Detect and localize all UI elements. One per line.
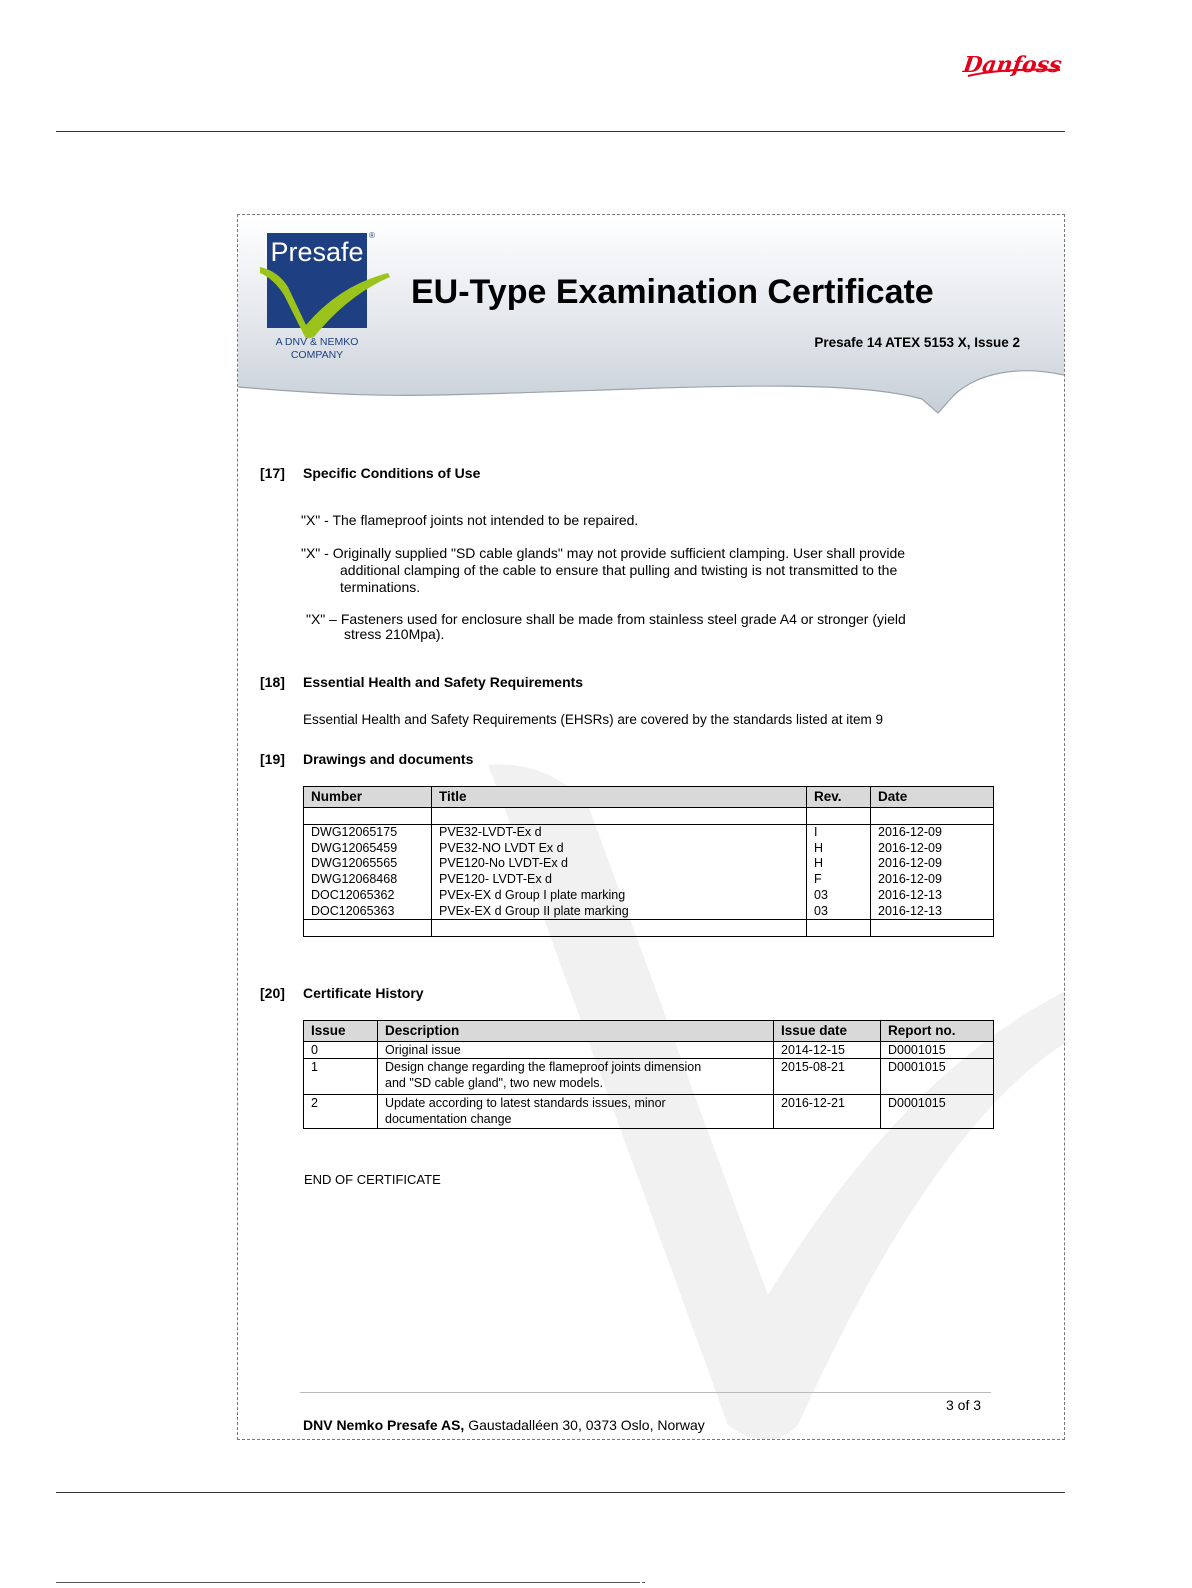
history-table-header — [304, 1021, 994, 1042]
table-cell: 0 — [304, 1042, 378, 1059]
section-19-number: [19] — [260, 751, 285, 767]
presafe-check-icon — [260, 255, 390, 340]
table-cell — [871, 920, 994, 937]
table-cell — [432, 808, 807, 825]
certificate-reference: Presafe 14 ATEX 5153 X, Issue 2 — [814, 335, 1020, 350]
history-header-description: Description — [378, 1021, 774, 1042]
header-rule — [56, 131, 1065, 132]
table-cell: DWG12065565 — [304, 856, 432, 872]
condition-2-line-3: terminations. — [340, 579, 421, 595]
table-cell: 2014-12-15 — [774, 1042, 881, 1059]
section-17-number: [17] — [260, 465, 285, 481]
table-row — [304, 1095, 994, 1129]
table-cell — [807, 808, 871, 825]
section-18-number: [18] — [260, 674, 285, 690]
condition-1-line-1: "X" - The flameproof joints not intended to be repaired. — [301, 512, 639, 528]
drawings-header-title: Title — [432, 787, 807, 808]
table-cell: 2016-12-13 — [871, 904, 994, 920]
table-cell: I — [807, 825, 871, 841]
danfoss-logo-text: Danfoss — [962, 52, 1064, 78]
condition-3-line-2: stress 210Mpa). — [344, 626, 445, 642]
table-cell: D0001015 — [881, 1042, 994, 1059]
end-of-certificate: END OF CERTIFICATE — [304, 1172, 441, 1187]
table-cell: H — [807, 856, 871, 872]
table-cell — [304, 920, 432, 937]
table-cell: DWG12065459 — [304, 841, 432, 857]
section-18-text: Essential Health and Safety Requirements (EHSRs) are covered by the standards listed at item 9 — [303, 712, 884, 727]
table-cell: PVE120- LVDT-Ex d — [432, 872, 807, 888]
table-cell: 2015-08-21 — [774, 1059, 881, 1095]
table-cell: 2016-12-21 — [774, 1095, 881, 1129]
table-row — [304, 904, 994, 920]
table-row — [304, 872, 994, 888]
presafe-company-line2: COMPANY — [290, 349, 344, 361]
table-cell: DWG12065175 — [304, 825, 432, 841]
condition-2-line-1: "X" - Originally supplied "SD cable glands" may not provide sufficient clamping. User shall provide — [301, 545, 906, 561]
table-cell — [871, 808, 994, 825]
condition-3-line-1: "X" – Fasteners used for enclosure shall be made from stainless steel grade A4 or stronger (yield — [306, 611, 906, 627]
section-20-title: Certificate History — [303, 985, 424, 1001]
history-header-issue: Issue — [304, 1021, 378, 1042]
footer-street: Gaustadalléen 30, 0373 Oslo, Norway — [468, 1417, 705, 1433]
section-19-title: Drawings and documents — [303, 751, 474, 767]
table-cell: PVEx-EX d Group II plate marking — [432, 904, 807, 920]
drawings-header-date: Date — [871, 787, 994, 808]
history-header-issue-date: Issue date — [774, 1021, 881, 1042]
table-cell: Update according to latest standards issues, minor documentation change — [378, 1095, 774, 1129]
table-cell: 2016-12-09 — [871, 825, 994, 841]
table-row — [304, 841, 994, 857]
table-cell: 2016-12-09 — [871, 856, 994, 872]
table-cell: 2016-12-13 — [871, 888, 994, 904]
certificate-history-table — [303, 1020, 994, 1129]
table-cell: DOC12065363 — [304, 904, 432, 920]
footer-rule — [56, 1492, 1065, 1493]
table-cell: 1 — [304, 1059, 378, 1095]
table-cell: PVE32-LVDT-Ex d — [432, 825, 807, 841]
presafe-company-line1: A DNV & NEMKO — [275, 336, 359, 348]
table-cell: F — [807, 872, 871, 888]
table-cell: DWG12068468 — [304, 872, 432, 888]
section-18-title: Essential Health and Safety Requirements — [303, 674, 584, 690]
table-cell: 2016-12-09 — [871, 841, 994, 857]
page-number: 3 of 3 — [946, 1397, 982, 1413]
certificate-footer-rule — [300, 1392, 991, 1393]
table-cell: Original issue — [378, 1042, 774, 1059]
table-cell: PVEx-EX d Group I plate marking — [432, 888, 807, 904]
table-cell: DOC12065362 — [304, 888, 432, 904]
table-cell: H — [807, 841, 871, 857]
drawings-table-header — [304, 787, 994, 808]
table-cell: 03 — [807, 904, 871, 920]
page-bottom-tick — [642, 1582, 645, 1583]
table-cell: 2 — [304, 1095, 378, 1129]
section-20-number: [20] — [260, 985, 285, 1001]
drawings-header-rev: Rev. — [807, 787, 871, 808]
table-row — [304, 1059, 994, 1095]
certificate-title: EU-Type Examination Certificate — [411, 273, 934, 311]
section-17-title: Specific Conditions of Use — [303, 465, 481, 481]
drawings-header-number: Number — [304, 787, 432, 808]
table-cell — [432, 920, 807, 937]
table-cell: 2016-12-09 — [871, 872, 994, 888]
table-row — [304, 1042, 994, 1059]
table-cell: PVE120-No LVDT-Ex d — [432, 856, 807, 872]
presafe-logo-text: Presafe — [270, 237, 364, 267]
table-row — [304, 808, 994, 825]
page-bottom-line — [56, 1582, 640, 1583]
footer-company: DNV Nemko Presafe AS, — [303, 1417, 465, 1433]
condition-2-line-2: additional clamping of the cable to ensure that pulling and twisting is not transmitted to the — [340, 562, 898, 578]
table-row — [304, 856, 994, 872]
footer-address — [303, 1417, 705, 1433]
history-header-report-no: Report no. — [881, 1021, 994, 1042]
table-cell — [807, 920, 871, 937]
certificate-page — [237, 214, 1065, 1440]
table-row — [304, 888, 994, 904]
table-cell: D0001015 — [881, 1059, 994, 1095]
table-cell: 03 — [807, 888, 871, 904]
table-cell: D0001015 — [881, 1095, 994, 1129]
registered-mark: ® — [369, 231, 375, 240]
danfoss-logo — [962, 46, 1066, 86]
table-row — [304, 920, 994, 937]
table-row — [304, 825, 994, 841]
table-cell: PVE32-NO LVDT Ex d — [432, 841, 807, 857]
table-cell: Design change regarding the flameproof joints dimension and "SD cable gland", two new models. — [378, 1059, 774, 1095]
drawings-table — [303, 786, 994, 937]
table-cell — [304, 808, 432, 825]
